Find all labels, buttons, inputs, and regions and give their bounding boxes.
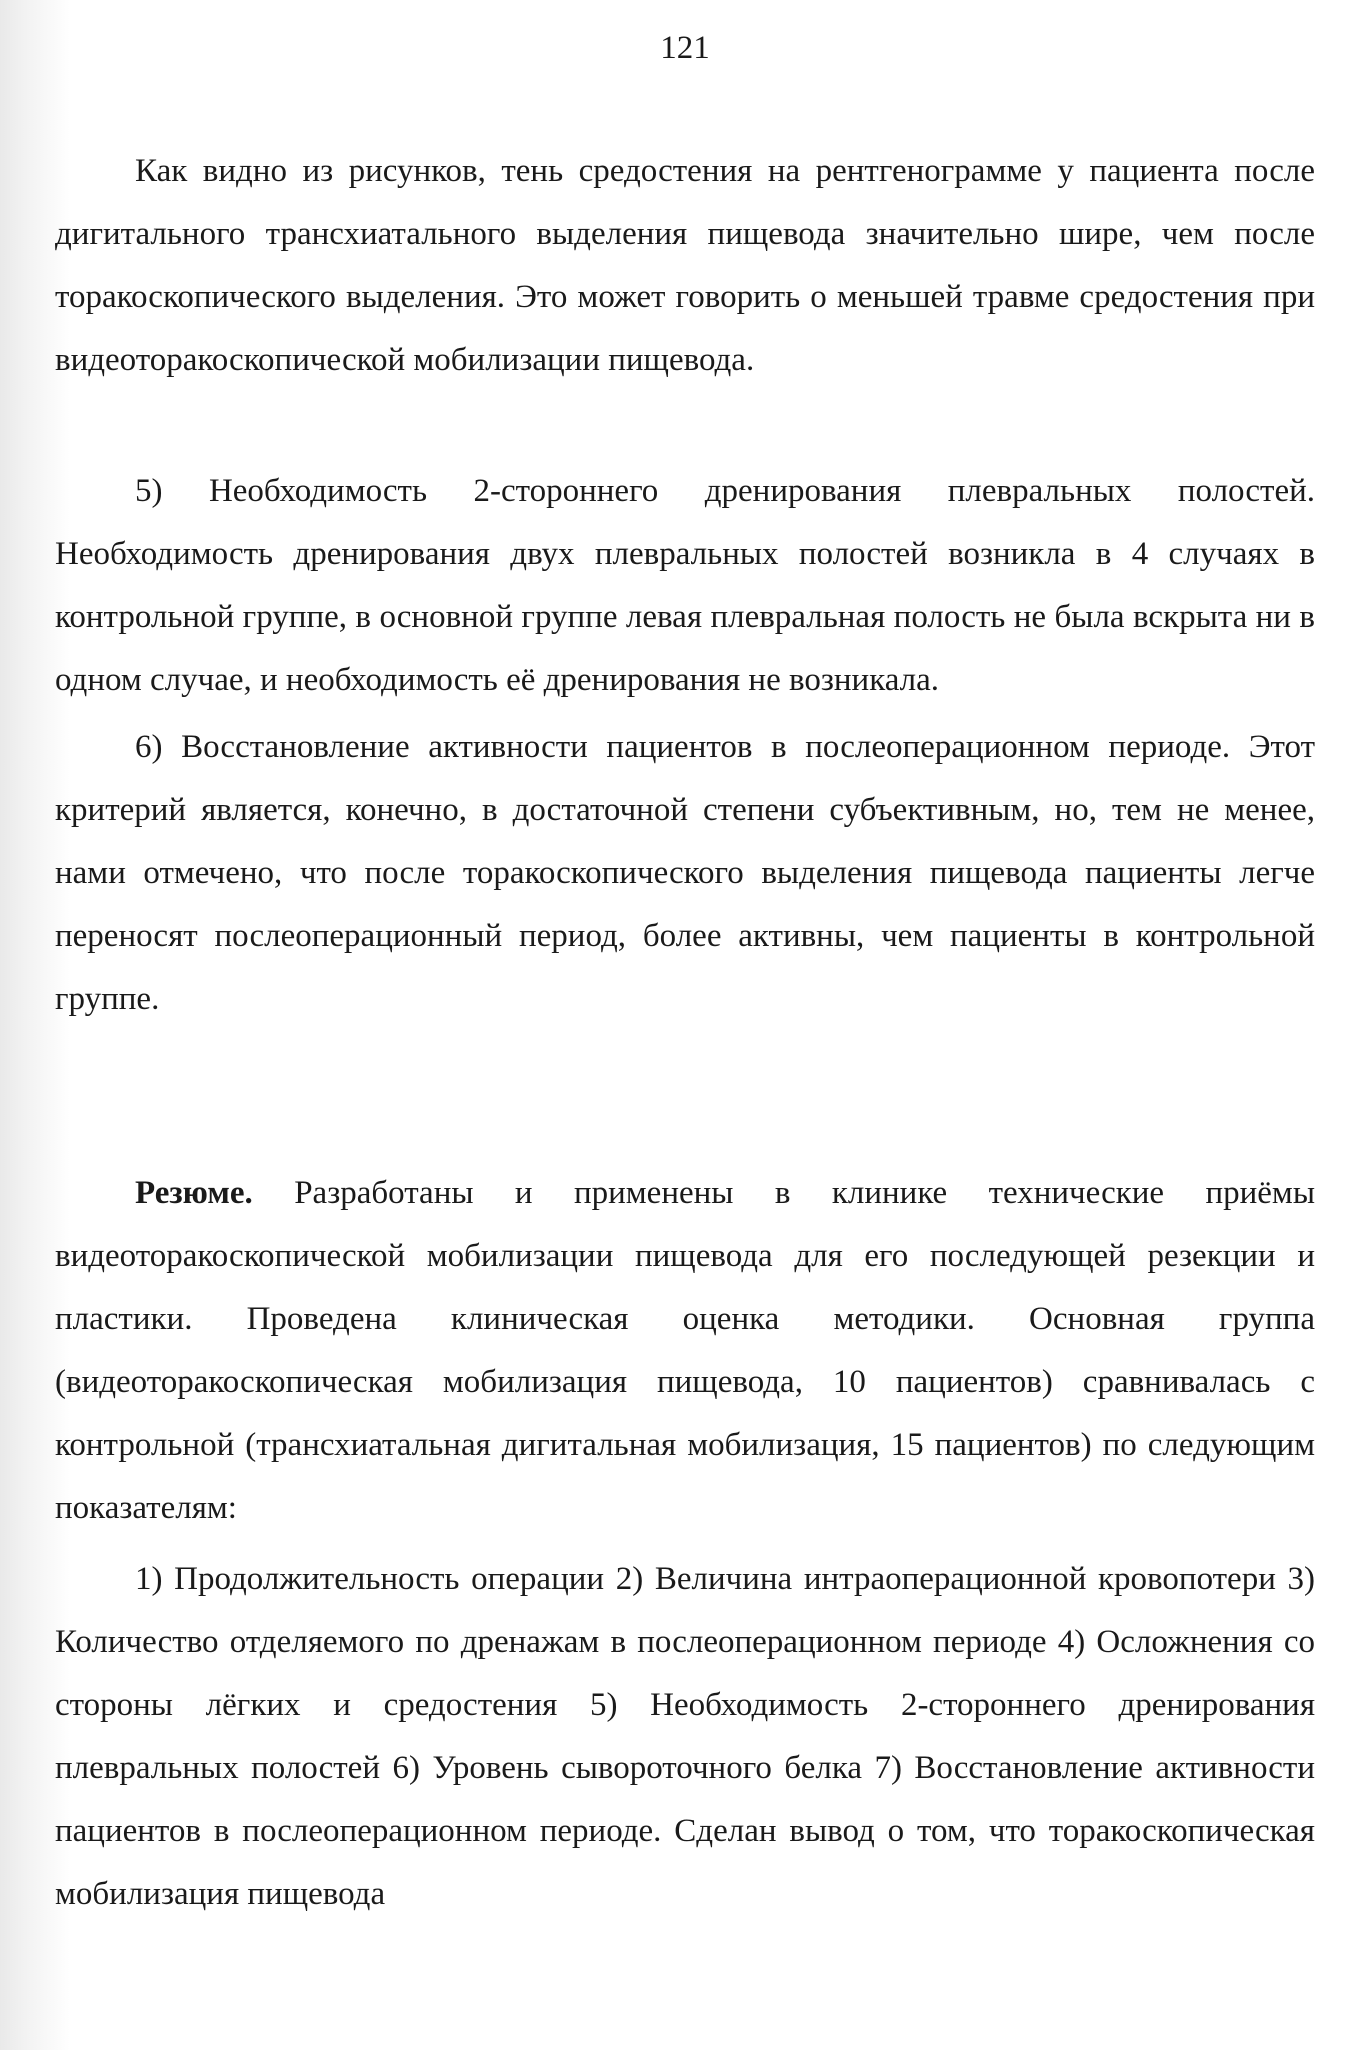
paragraph-summary	[55, 1162, 1315, 1540]
document-page	[55, 0, 1315, 2050]
paragraph-pleural-drainage: 5) Необходимость 2-стороннего дренирования плевральных полостей. Необходимость дренирования двух плевральных полостей возникла в 4 случаях в контрольной группе, в основной группе левая плевральная полость не была вскрыта ни в одном случае, и необходимость её дренирования не возникала.	[55, 473, 1315, 698]
summary-label: Резюме.	[135, 1175, 253, 1211]
paragraph-mediastinum-shadow: Как видно из рисунков, тень средостения на рентгенограмме у пациента после дигитального трансхиатального выделения пищевода значительно шире, чем после торакоскопического выделения. Это может говорить о меньшей травме средостения при видеоторакоскопической мобилизации пищевода.	[55, 153, 1315, 378]
page-number: 121	[660, 30, 710, 66]
paragraph-activity-recovery: 6) Восстановление активности пациентов в послеоперационном периоде. Этот критерий является, конечно, в достаточной степени субъективным, но, тем не менее, нами отмечено, что после торакоскопического выделения пищевода пациенты легче переносят послеоперационный период, более активны, чем пациенты в контрольной группе.	[55, 729, 1315, 1017]
paragraph-criteria-list: 1) Продолжительность операции 2) Величина интраоперационной кровопотери 3) Количество отделяемого по дренажам в послеоперационном периоде 4) Осложнения со стороны лёгких и средостения 5) Необходимость 2-стороннего дренирования плевральных полостей 6) Уровень сывороточного белка 7) Восстановление активности пациентов в послеоперационном периоде. Сделан вывод о том, что торакоскопическая мобилизация пищевода	[55, 1561, 1315, 1912]
summary-text: Разработаны и применены в клинике технические приёмы видеоторакоскопической мобилизации пищевода для его последующей резекции и пластики. Проведена клиническая оценка методики. Основная группа (видеоторакоскопическая мобилизация пищевода, 10 пациентов) сравнивалась с контрольной (трансхиатальная дигитальная мобилизация, 15 пациентов) по следующим показателям:	[55, 1175, 1315, 1526]
